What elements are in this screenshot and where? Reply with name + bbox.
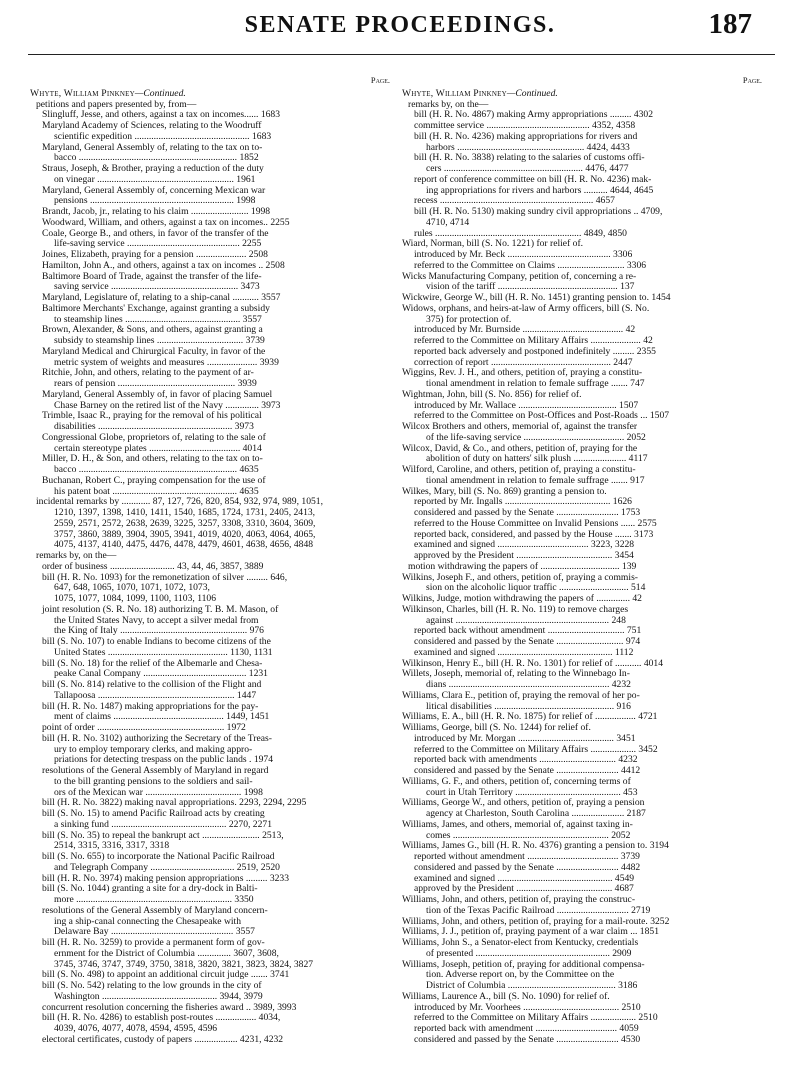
index-entry: reported back with amendments ................................ 4232 <box>414 755 638 766</box>
index-entry: 1075, 1077, 1084, 1099, 1100, 1103, 1106 <box>54 594 217 604</box>
index-entry: resolutions of the General Assembly of Maryland in regard <box>42 766 269 776</box>
index-entry: abolition of duty on hatters' silk plush ...................... 4117 <box>426 454 648 465</box>
index-entry: Buchanan, Robert C., praying compensation for the use of <box>42 475 266 486</box>
index-entry: reported by Mr. Ingalls ............................................ 1626 <box>414 497 632 508</box>
index-entry: certain stereotype plates ...................................... 4014 <box>54 443 262 454</box>
heading-name: Whyte, William Pinkney <box>402 88 507 99</box>
page-column-label: Page. <box>370 76 390 85</box>
index-entry: Williams, James, and others, memorial of, against taxing in- <box>402 819 633 830</box>
index-entry: remarks by, on the— <box>36 551 117 561</box>
index-entry: ernment for the District of Columbia .............. 3607, 3608, <box>54 948 279 959</box>
index-entry: Williams, John S., a Senator-elect from Kentucky, credentials <box>402 938 639 948</box>
index-entry: referred to the Committee on Post-Offices and Post-Roads ... 1507 <box>414 411 670 422</box>
index-entry: order of business ........................... 43, 44, 46, 3857, 3889 <box>42 561 264 572</box>
index-entry: Williams, Joseph, petition of, praying for additional compensa- <box>402 959 645 970</box>
index-entry: dians ................................................................... 4232 <box>426 680 631 690</box>
index-entry: resolutions of the General Assembly of Maryland concern- <box>42 905 268 916</box>
index-entry: of the life-saving service .......................................... 2052 <box>426 432 646 443</box>
index-entry: Williams, George W., and others, petition of, praying a pension <box>402 798 645 809</box>
index-entry: referred to the Committee on Military Affairs ................... 2510 <box>414 1013 658 1024</box>
index-entry: pensions ............................................................ 1998 <box>54 196 256 207</box>
index-entry: Wilford, Caroline, and others, petition of, praying a constitu- <box>402 465 636 475</box>
index-lines <box>402 89 762 1046</box>
index-entry: reported back adversely and postponed indefinitely ......... 2355 <box>414 346 656 357</box>
index-entry: incidental remarks by ............ 87, 127, 726, 820, 854, 932, 974, 989, 1051, <box>36 497 323 508</box>
index-entry: 2559, 2571, 2572, 2638, 2639, 3225, 3257, 3308, 3310, 3604, 3609, <box>54 518 316 529</box>
index-entry: ing appropriations for rivers and harbors .......... 4644, 4645 <box>426 185 654 196</box>
index-entry: Williams, James G., bill (H. R. No. 4376) granting a pension to. 3194 <box>402 841 669 852</box>
index-entry: bill (H. R. No. 3102) authorizing the Secretary of the Treas- <box>42 733 272 744</box>
index-entry: agency at Charleston, South Carolina ...................... 2187 <box>426 809 646 819</box>
index-entry: 3745, 3746, 3747, 3749, 3750, 3818, 3820, 3821, 3823, 3824, 3827 <box>54 959 314 970</box>
index-entry: his patent boat .................................................... 4635 <box>54 486 259 497</box>
index-entry: the United States Navy, to accept a silver medal from <box>54 615 259 626</box>
index-entry: bill (H. R. No. 4867) making Army appropriations ......... 4302 <box>414 110 654 121</box>
index-entry: 375) for protection of. <box>426 314 512 325</box>
index-entry: bill (S. No. 1044) granting a site for a dry-dock in Balti- <box>42 884 258 895</box>
index-entry: tion. Adverse report on, by the Committee on the <box>426 970 615 981</box>
index-entry: litical disabilities .................................................. 916 <box>426 701 631 712</box>
index-entry: 3757, 3860, 3889, 3904, 3905, 3941, 4019, 4020, 4063, 4064, 4065, <box>54 529 316 540</box>
index-entry: comes ................................................................. 2052 <box>426 830 631 841</box>
index-entry: Hamilton, John A., and others, against a tax on incomes .. 2508 <box>42 260 285 271</box>
page-column-label: Page. <box>742 76 762 85</box>
index-entry: to the bill granting pensions to the soldiers and sail- <box>54 776 253 787</box>
index-entry: point of order ..................................................... 1972 <box>42 723 246 733</box>
left-column <box>30 76 390 1046</box>
index-entry: rules ............................................................. 4849, 4850 <box>414 228 627 239</box>
index-entry: 4039, 4076, 4077, 4078, 4594, 4595, 4596 <box>54 1024 218 1034</box>
index-entry: Trimble, Isaac R., praying for the removal of his political <box>42 411 262 422</box>
index-entry: Brandt, Jacob, jr., relating to his claim ........................ 1998 <box>42 207 271 217</box>
index-entry: Washington ................................................ 3944, 3979 <box>54 991 263 1002</box>
index-entry: referred to the Committee on Military Affairs ................... 3452 <box>414 744 658 755</box>
index-entry: of presented ........................................................ 2909 <box>426 948 632 959</box>
index-entry: Baltimore Merchants' Exchange, against granting a subsidy <box>42 303 270 314</box>
index-entry: priations for detecting trespass on the public lands . 1974 <box>54 755 274 766</box>
index-entry: Williams, John, and others, petition of, praying for a mail-route. 3252 <box>402 916 670 927</box>
index-entry: cers .......................................................... 4476, 4477 <box>426 164 629 174</box>
index-entry: against ................................................................ 248 <box>426 615 626 626</box>
index-entry: Williams, J. J., petition of, praying payment of a war claim ... 1851 <box>402 927 659 938</box>
index-entry: referred to the Committee on Claims ............................ 3306 <box>414 260 647 271</box>
index-entry: life-saving service ............................................... 2255 <box>54 239 262 250</box>
index-entry: reported back with amendment .................................. 4059 <box>414 1024 639 1034</box>
index-entry: referred to the House Committee on Invalid Pensions ...... 2575 <box>414 518 657 529</box>
index-entry: bill (H. R. No. 3838) relating to the salaries of customs offi- <box>414 153 645 164</box>
page-number: 187 <box>708 8 752 40</box>
index-entry: Wickwire, George W., bill (H. R. No. 1451) granting pension to. 1454 <box>402 293 671 303</box>
index-entry: Delaware Bay ................................................... 3557 <box>54 927 255 938</box>
index-entry: rears of pension ................................................. 3939 <box>54 379 257 389</box>
index-entry: Wilkins, Joseph F., and others, petition of, praying a commis- <box>402 572 638 583</box>
index-entry: bill (H. R. No. 4286) to establish post-routes ................. 4034, <box>42 1013 281 1024</box>
index-entry: Wilcox Brothers and others, memorial of, against the transfer <box>402 422 638 432</box>
index-entry: Wilkins, Judge, motion withdrawing the papers of .............. 42 <box>402 594 642 604</box>
index-entry: examined and signed ................................................ 4549 <box>414 873 635 884</box>
index-entry: Woodward, William, and others, against a tax on incomes.. 2255 <box>42 217 290 228</box>
page-title: SENATE PROCEEDINGS. <box>244 12 556 38</box>
index-entry: Williams, John, and others, petition of, praying the construc- <box>402 895 636 905</box>
index-entry: referred to the Committee on Military Affairs ..................... 42 <box>414 336 653 346</box>
index-entry: Congressional Globe, proprietors of, relating to the sale of <box>42 432 266 443</box>
index-entry: reported back without amendment ................................ 751 <box>414 626 642 637</box>
index-entry: bill (S. No. 655) to incorporate the National Pacific Railroad <box>42 852 275 862</box>
index-entry: Miller, D. H., & Son, and others, relating to the tax on to- <box>42 454 263 465</box>
index-entry: examined and signed ...................................... 3223, 3228 <box>414 540 635 551</box>
index-entry: Ritchie, John, and others, relating to the payment of ar- <box>42 368 254 379</box>
index-entry: Maryland Academy of Sciences, relating to the Woodruff <box>42 121 262 131</box>
heading-name: Whyte, William Pinkney <box>30 88 135 99</box>
index-entry: bill (H. R. No. 3259) to provide a permanent form of gov- <box>42 938 265 948</box>
index-entry: tion of the Texas Pacific Railroad .............................. 2719 <box>426 905 651 916</box>
index-entry: metric system of weights and measures ..................... 3939 <box>54 357 279 368</box>
index-entry: Maryland Medical and Chirurgical Faculty, in favor of the <box>42 346 266 357</box>
index-entry: introduced by Mr. Beck ........................................... 3306 <box>414 250 633 260</box>
index-entry: to steamship lines ................................................ 3557 <box>54 314 262 325</box>
index-entry: sion on the alcoholic liquor traffic ............................. 514 <box>426 583 646 594</box>
index-entry: court in Utah Territory ............................................ 453 <box>426 787 638 798</box>
index-entry: Wilkinson, Charles, bill (H. R. No. 119) to remove charges <box>402 604 629 615</box>
index-entry: ors of the Mexican war ........................................ 1998 <box>54 787 263 798</box>
index-entry: bill (S. No. 107) to enable Indians to become citizens of the <box>42 637 271 647</box>
index-entry: bill (H. R. No. 3974) making pension appropriations ......... 3233 <box>42 873 290 884</box>
index-entry: considered and passed by the Senate .......................... 1753 <box>414 508 641 518</box>
index-entry: scientific expedition ................................................ 1683 <box>54 131 272 142</box>
index-entry: subsidy to steamship lines .................................... 3739 <box>54 336 265 346</box>
index-entry: tional amendment in relation to female suffrage ....... 917 <box>426 475 645 486</box>
index-entry: remarks by, on the— <box>408 99 489 110</box>
index-entry: ing a ship-canal connecting the Chesapeake with <box>54 916 242 927</box>
index-entry: Maryland, General Assembly of, concerning Mexican war <box>42 185 266 196</box>
index-entry: bill (H. R. No. 5130) making sundry civil appropriations .. 4709, <box>414 207 663 217</box>
index-entry: peake Canal Company ........................................... 1231 <box>54 669 268 680</box>
index-entry: introduced by Mr. Burnside .......................................... 42 <box>414 325 636 336</box>
index-entry: Joines, Elizabeth, praying for a pension ..................... 2508 <box>42 250 268 260</box>
index-entry: committee service ........................................... 4352, 4358 <box>414 121 636 131</box>
index-entry: electoral certificates, custody of papers .................. 4231, 4232 <box>42 1034 284 1045</box>
index-entry: reported without amendment ...................................... 3739 <box>414 852 640 862</box>
index-entry: approved by the President ........................................ 3454 <box>414 551 634 561</box>
index-entry: United States .................................................. 1130, 1131 <box>54 647 273 658</box>
index-entry: Wightman, John, bill (S. No. 856) for relief of. <box>402 389 582 400</box>
index-entry: report of conference committee on bill (H. R. No. 4236) mak- <box>414 174 652 185</box>
index-entry: saving service ..................................................... 3473 <box>54 282 260 293</box>
index-entry: bill (S. No. 15) to amend Pacific Railroad acts by creating <box>42 809 265 819</box>
index-entry: disabilities ........................................................ 3973 <box>54 422 254 432</box>
index-entry: petitions and papers presented by, from— <box>36 99 197 110</box>
index-lines <box>30 89 390 1046</box>
index-entry: bill (H. R. No. 3822) making naval appropriations. 2293, 2294, 2295 <box>42 798 307 809</box>
heading-continued: —Continued. <box>134 88 186 99</box>
index-entry: ment of claims .............................................. 1449, 1451 <box>54 712 270 723</box>
index-entry: Maryland, Legislature of, relating to a ship-canal ........... 3557 <box>42 293 281 303</box>
index-entry: introduced by Mr. Morgan ........................................ 3451 <box>414 733 636 744</box>
index-entry: Brown, Alexander, & Sons, and others, against granting a <box>42 325 263 336</box>
index-entry: bill (S. No. 814) relative to the collision of the Flight and <box>42 680 262 690</box>
index-entry: Williams, George, bill (S. No. 1244) for relief of. <box>402 723 591 733</box>
index-entry: bill (S. No. 498) to appoint an additional circuit judge ....... 3741 <box>42 970 290 981</box>
index-entry: bill (H. R. No. 1487) making appropriations for the pay- <box>42 701 259 712</box>
index-entry: concurrent resolution concerning the fisheries award .. 3989, 3993 <box>42 1002 297 1013</box>
index-entry: bacco .................................................................. 1852 <box>54 153 259 164</box>
index-entry: bill (S. No. 542) relating to the low grounds in the city of <box>42 981 262 991</box>
index-entry: bill (H. R. No. 1093) for the remonetization of silver ......... 646, <box>42 572 288 583</box>
index-entry: introduced by Mr. Wallace ......................................... 1507 <box>414 400 639 411</box>
index-entry: introduced by Mr. Voorhees ........................................ 2510 <box>414 1002 641 1013</box>
index-entry: District of Columbia ............................................. 3186 <box>426 981 638 991</box>
index-entry: Wicks Manufacturing Company, petition of, concerning a re- <box>402 271 637 282</box>
index-entry: Chase Barney on the retired list of the Navy .............. 3973 <box>54 400 281 411</box>
index-entry: bacco .................................................................. 4635 <box>54 465 259 475</box>
index-entry: Williams, E. A., bill (H. R. No. 1875) for relief of ................. 4721 <box>402 712 658 723</box>
index-entry: considered and passed by the Senate .......................... 4412 <box>414 766 641 776</box>
index-entry: more ................................................................. 3350 <box>54 895 254 905</box>
index-entry: and Telegraph Company ................................... 2519, 2520 <box>54 862 280 873</box>
index-entry: vision of the tariff .................................................. 137 <box>426 282 635 293</box>
index-entry: Coale, George B., and others, in favor of the transfer of the <box>42 228 269 239</box>
index-entry: the King of Italy ..................................................... 976 <box>54 626 264 637</box>
index-entry: Widows, orphans, and heirs-at-law of Army officers, bill (S. No. <box>402 303 650 314</box>
index-heading <box>30 89 390 100</box>
index-entry: Williams, Laurence A., bill (S. No. 1090) for relief of. <box>402 991 610 1002</box>
index-entry: correction of report .................................................. 2447 <box>414 357 633 368</box>
index-entry: bill (S. No. 35) to repeal the bankrupt act ........................ 2513, <box>42 830 284 841</box>
index-entry: Wilcox, David, & Co., and others, petition of, praying for the <box>402 443 638 454</box>
index-entry: examined and signed ................................................ 1112 <box>414 647 634 658</box>
index-entry: a sinking fund ................................................ 2270, 2271 <box>54 819 272 830</box>
index-entry: motion withdrawing the papers of ................................. 139 <box>408 561 637 572</box>
index-entry: Wilkes, Mary, bill (S. No. 869) granting a pension to. <box>402 486 607 497</box>
index-entry: Willets, Joseph, memorial of, relating to the Winnebago In- <box>402 669 630 680</box>
index-entry: Baltimore Board of Trade, against the transfer of the life- <box>42 271 262 282</box>
index-entry: approved by the President ........................................ 4687 <box>414 884 634 895</box>
index-entry: Wiard, Norman, bill (S. No. 1221) for relief of. <box>402 239 584 250</box>
heading-continued: —Continued. <box>506 88 558 99</box>
index-entry: recess ................................................................ 4657 <box>414 196 615 207</box>
index-entry: bill (S. No. 18) for the relief of the Albemarle and Chesa- <box>42 658 263 669</box>
index-entry: Wilkinson, Henry E., bill (H. R. No. 1301) for relief of ........... 4014 <box>402 658 664 669</box>
index-entry: Williams, G. F., and others, petition of, concerning terms of <box>402 776 631 787</box>
index-entry: bill (H. R. No. 4236) making appropriations for rivers and <box>414 131 638 142</box>
index-entry: 4710, 4714 <box>426 217 470 228</box>
index-entry: Wiggins, Rev. J. H., and others, petition of, praying a constitu- <box>402 368 643 379</box>
index-entry: on vinegar ......................................................... 1961 <box>54 174 256 185</box>
header-rule <box>28 54 775 55</box>
index-entry: Slingluff, Jesse, and others, against a tax on incomes...... 1683 <box>42 110 281 121</box>
index-entry: reported back, considered, and passed by the House ....... 3173 <box>414 529 654 540</box>
index-entry: Maryland, General Assembly of, in favor of placing Samuel <box>42 389 273 400</box>
index-entry: joint resolution (S. R. No. 18) authorizing T. B. M. Mason, of <box>42 604 279 615</box>
index-entry: Williams, Clara E., petition of, praying the removal of her po- <box>402 690 640 701</box>
right-column <box>402 76 762 1046</box>
index-entry: 2514, 3315, 3316, 3317, 3318 <box>54 841 170 852</box>
index-entry: Maryland, General Assembly of, relating to the tax on to- <box>42 142 263 153</box>
index-entry: 1210, 1397, 1398, 1410, 1411, 1540, 1685, 1724, 1731, 2405, 2413, <box>54 508 316 518</box>
index-heading <box>402 89 762 100</box>
index-entry: 4075, 4137, 4140, 4475, 4476, 4478, 4479, 4601, 4638, 4656, 4848 <box>54 540 314 551</box>
index-entry: tional amendment in relation to female suffrage ....... 747 <box>426 379 645 389</box>
index-entry: considered and passed by the Senate .......................... 4530 <box>414 1034 641 1045</box>
index-entry: harbors ..................................................... 4424, 4433 <box>426 142 630 153</box>
index-entry: 647, 648, 1065, 1070, 1071, 1072, 1073, <box>54 583 210 594</box>
index-entry: Straus, Joseph, & Brother, praying a reduction of the duty <box>42 164 264 174</box>
index-entry: considered and passed by the Senate .......................... 4482 <box>414 862 641 873</box>
index-entry: ury to employ temporary clerks, and making appro- <box>54 744 253 755</box>
index-entry: considered and passed by the Senate ............................ 974 <box>414 637 641 647</box>
index-entry: Tallapoosa ......................................................... 1447 <box>54 690 257 701</box>
